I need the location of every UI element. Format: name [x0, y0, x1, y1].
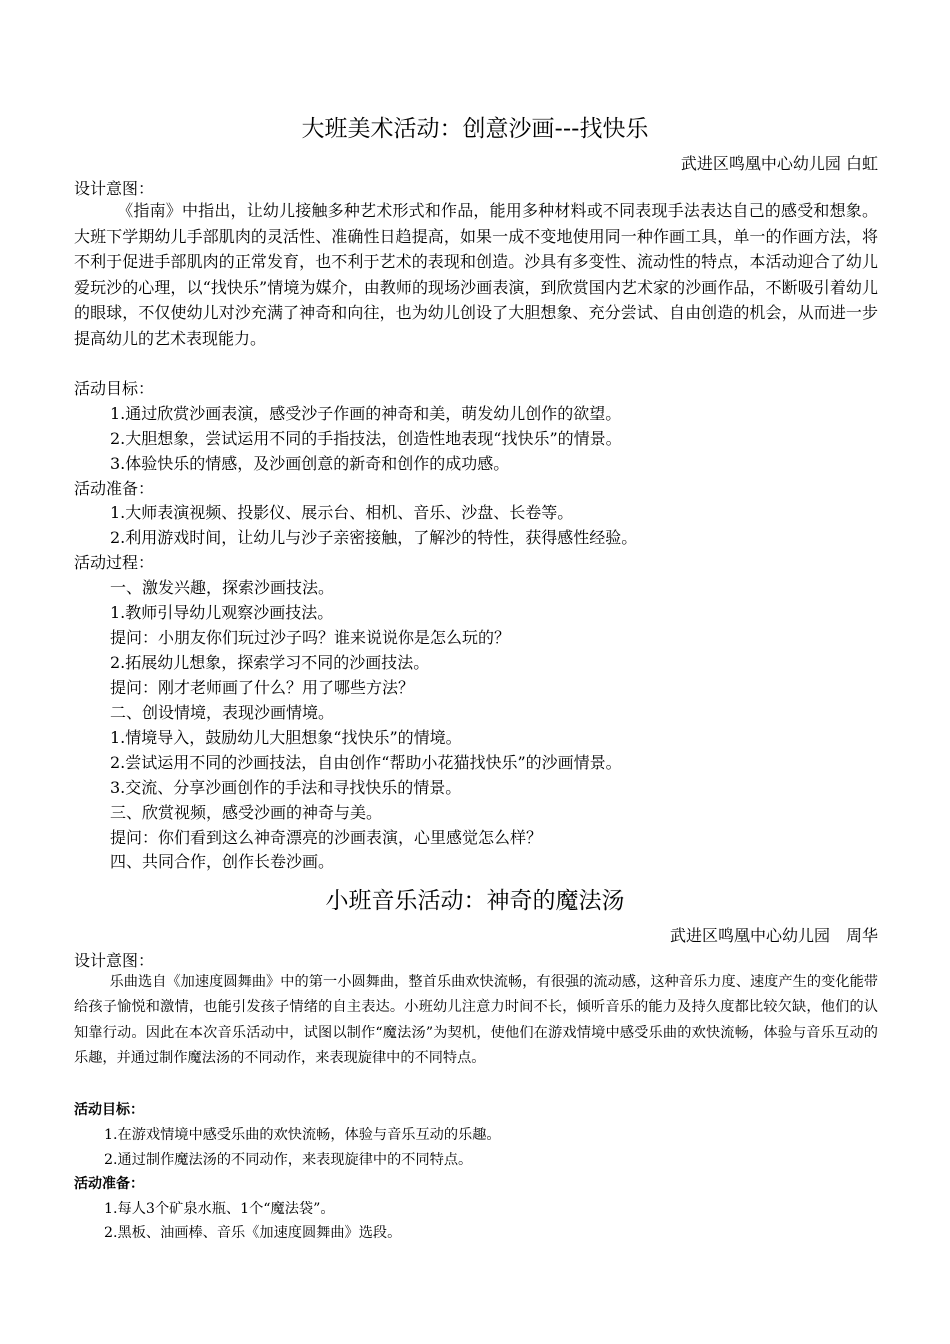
art-activity-author: 武进区鸣凰中心幼儿园 白虹: [680, 154, 878, 173]
art-process-step: 1.教师引导幼儿观察沙画技法。: [110, 603, 334, 622]
art-process-step: 提问：你们看到这么神奇漂亮的沙画表演，心里感觉怎么样？: [110, 828, 543, 847]
art-prep-item: 1.大师表演视频、投影仪、展示台、相机、音乐、沙盘、长卷等。: [110, 503, 574, 522]
art-goal-item: 2.大胆想象，尝试运用不同的手指技法，创造性地表现“找快乐”的情景。: [110, 429, 622, 448]
art-process-step: 提问：小朋友你们玩过沙子吗？谁来说说你是怎么玩的？: [110, 628, 511, 647]
art-process-step: 2.拓展幼儿想象，探索学习不同的沙画技法。: [110, 653, 430, 672]
music-goals-heading: 活动目标：: [74, 1102, 144, 1118]
music-activity-title: 小班音乐活动：神奇的魔法汤: [325, 888, 625, 914]
art-process-step: 2.尝试运用不同的沙画技法，自由创作“帮助小花猫找快乐”的沙画情景。: [110, 753, 622, 772]
art-goal-item: 1.通过欣赏沙画表演，感受沙子作画的神奇和美，萌发幼儿创作的欲望。: [110, 404, 622, 423]
art-process-step: 二、创设情境，表现沙画情境。: [110, 703, 335, 722]
art-prep-heading: 活动准备：: [74, 479, 155, 498]
art-process-step: 一、激发兴趣，探索沙画技法。: [110, 578, 335, 597]
art-design-heading: 设计意图：: [74, 179, 155, 198]
art-design-text: 《指南》中指出，让幼儿接触多种艺术形式和作品，能用多种材料或不同表现手法表达自己的感受和想象。大班下学期幼儿手部肌肉的灵活性、准确性日趋提高，如果一成不变地使用同一种作画工具，单一的作画方法，将不利于促进手部肌肉的正常发育，也不利于艺术的表现和创造。沙具有多变性、流动性的特点，本活动迎合了幼儿爱玩沙的心理，以“找快乐”情境为媒介，由教师的现场沙画表演，到欣赏国内艺术家的沙画作品，不断吸引着幼儿的眼球，不仅使幼儿对沙充满了神奇和向往，也为幼儿创设了大胆想象、充分尝试、自由创造的机会，从而进一步提高幼儿的艺术表现能力。: [74, 201, 878, 348]
music-design-heading: 设计意图：: [74, 951, 155, 970]
art-prep-item: 2.利用游戏时间，让幼儿与沙子亲密接触，了解沙的特性，获得感性经验。: [110, 528, 638, 547]
music-goal-item: 2.通过制作魔法汤的不同动作，来表现旋律中的不同特点。: [104, 1152, 473, 1168]
music-goal-item: 1.在游戏情境中感受乐曲的欢快流畅，体验与音乐互动的乐趣。: [104, 1127, 501, 1143]
art-process-step: 1.情境导入，鼓励幼儿大胆想象“找快乐”的情境。: [110, 728, 462, 747]
music-prep-item: 2.黑板、油画棒、音乐《加速度圆舞曲》选段。: [104, 1225, 402, 1241]
art-process-step: 提问：刚才老师画了什么？用了哪些方法？: [110, 678, 415, 697]
art-goals-heading: 活动目标：: [74, 379, 155, 398]
music-activity-author: 武进区鸣凰中心幼儿园 周华: [669, 926, 878, 945]
music-prep-item: 1.每人3个矿泉水瓶、1个“魔法袋”。: [104, 1201, 335, 1217]
art-process-step: 四、共同合作，创作长卷沙画。: [110, 852, 335, 871]
art-process-heading: 活动过程：: [74, 553, 155, 572]
music-prep-heading: 活动准备：: [74, 1176, 144, 1192]
art-activity-title: 大班美术活动：创意沙画---找快乐: [301, 116, 649, 142]
art-process-step: 3.交流、分享沙画创作的手法和寻找快乐的情景。: [110, 778, 462, 797]
music-design-text: 乐曲选自《加速度圆舞曲》中的第一小圆舞曲，整首乐曲欢快流畅，有很强的流动感，这种音乐力度、速度产生的变化能带给孩子愉悦和激情，也能引发孩子情绪的自主表达。小班幼儿注意力时间不长，倾听音乐的能力及持久度都比较欠缺，他们的认知靠行动。因此在本次音乐活动中，试图以制作“魔法汤”为契机，使他们在游戏情境中感受乐曲的欢快流畅，体验与音乐互动的乐趣，并通过制作魔法汤的不同动作，来表现旋律中的不同特点。: [74, 974, 878, 1066]
art-goal-item: 3.体验快乐的情感，及沙画创意的新奇和创作的成功感。: [110, 454, 510, 473]
art-process-step: 三、欣赏视频，感受沙画的神奇与美。: [110, 803, 383, 822]
